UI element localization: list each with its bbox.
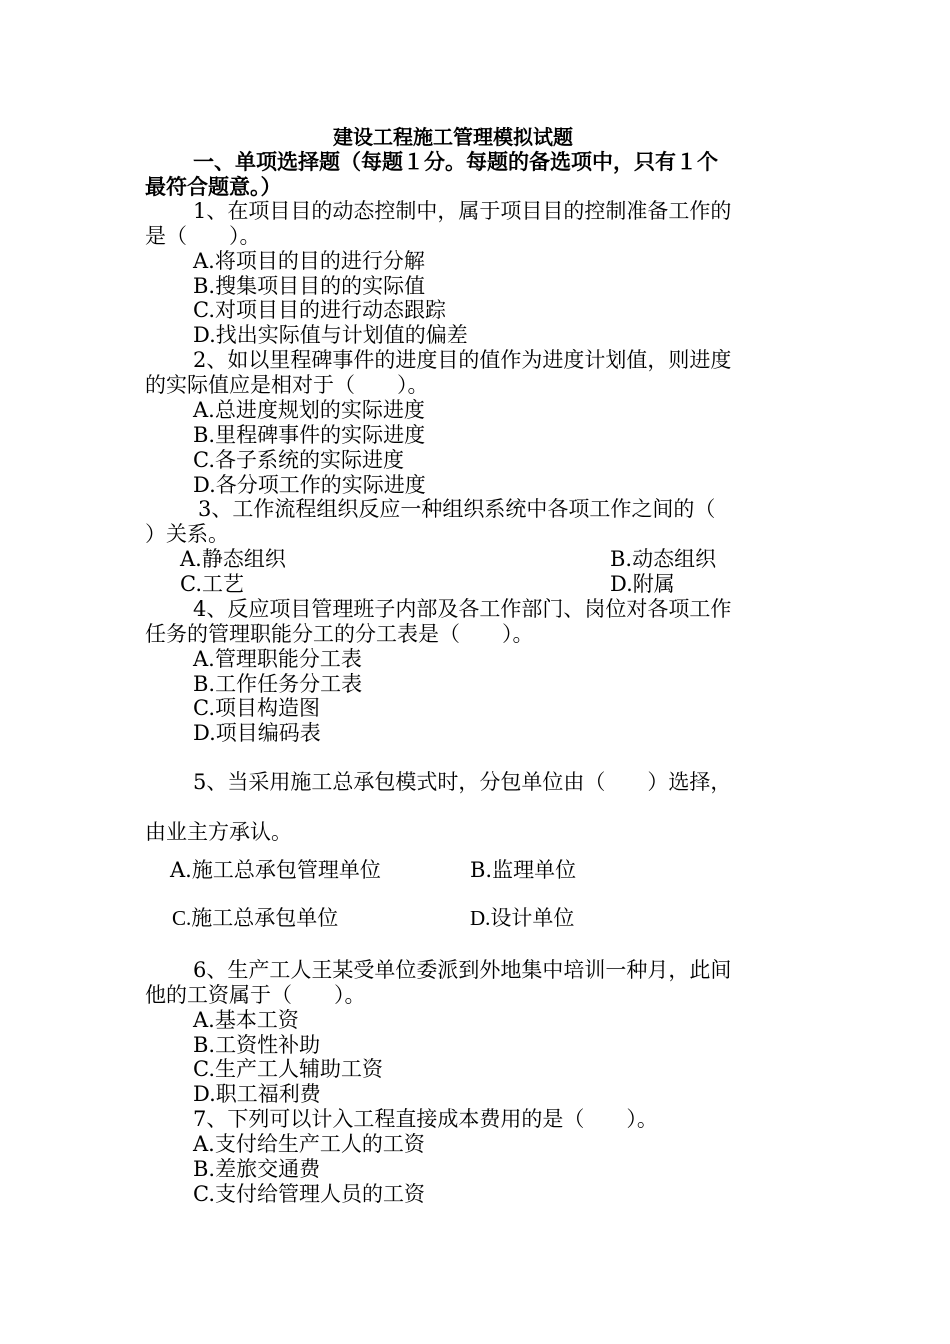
question-5-stem-cont: 由业主方承认。: [145, 820, 292, 844]
question-1-stem: 1、在项目目的动态控制中，属于项目目的控制准备工作的: [193, 199, 732, 223]
section-heading-line1: 一、单项选择题（每题１分。每题的备选项中，只有１个: [193, 150, 718, 174]
question-4-option-b: B.工作任务分工表: [193, 672, 363, 696]
question-5-option-c: C.施工总承包单位: [172, 906, 339, 930]
question-7-stem: 7、下列可以计入工程直接成本费用的是（ ）。: [193, 1107, 658, 1131]
question-5-option-d: D.设计单位: [470, 906, 575, 930]
question-4-stem: 4、反应项目管理班子内部及各工作部门、岗位对各项工作: [193, 597, 732, 621]
question-1-option-b: B.搜集项目目的的实际值: [193, 274, 426, 298]
question-2-stem-cont: 的实际值应是相对于（ ）。: [145, 373, 429, 397]
question-5-option-a: A.施工总承包管理单位: [170, 858, 381, 882]
question-6-option-c: C.生产工人辅助工资: [193, 1057, 383, 1081]
question-1-stem-cont: 是（ ）。: [145, 224, 261, 248]
question-7-option-c: C.支付给管理人员的工资: [193, 1182, 425, 1206]
question-3-option-c: C.工艺: [180, 572, 244, 596]
section-heading-line2: 最符合题意。）: [145, 175, 282, 199]
question-4-stem-cont: 任务的管理职能分工的分工表是（ ）。: [145, 622, 534, 646]
question-1-option-a: A.将项目的目的进行分解: [193, 249, 425, 273]
question-7-option-a: A.支付给生产工人的工资: [193, 1132, 425, 1156]
question-2-option-a: A.总进度规划的实际进度: [193, 398, 425, 422]
question-6-option-d: D.职工福利费: [193, 1082, 321, 1106]
question-6-option-b: B.工资性补助: [193, 1033, 321, 1057]
question-5-option-b: B.监理单位: [470, 858, 577, 882]
question-2-option-c: C.各子系统的实际进度: [193, 448, 404, 472]
question-5-stem: 5、当采用施工总承包模式时，分包单位由（ ）选择，: [193, 770, 732, 794]
question-2-stem: 2、如以里程碑事件的进度目的值作为进度计划值，则进度: [193, 348, 732, 372]
question-2-option-d: D.各分项工作的实际进度: [193, 473, 426, 497]
question-3-stem: 3、工作流程组织反应一种组织系统中各项工作之间的（: [198, 497, 716, 521]
question-4-option-a: A.管理职能分工表: [193, 647, 362, 671]
question-3-option-b: B.动态组织: [610, 547, 717, 571]
question-3-option-a: A.静态组织: [180, 547, 286, 571]
question-1-option-c: C.对项目目的进行动态跟踪: [193, 298, 446, 322]
page-title: 建设工程施工管理模拟试题: [333, 125, 573, 149]
question-3-stem-cont: ）关系。: [145, 522, 229, 546]
question-6-stem-cont: 他的工资属于（ ）。: [145, 983, 366, 1007]
question-4-option-c: C.项目构造图: [193, 696, 320, 720]
question-6-stem: 6、生产工人王某受单位委派到外地集中培训一种月，此间: [193, 958, 732, 982]
question-1-option-d: D.找出实际值与计划值的偏差: [193, 323, 468, 347]
question-6-option-a: A.基本工资: [193, 1008, 299, 1032]
question-4-option-d: D.项目编码表: [193, 721, 321, 745]
question-3-option-d: D.附属: [610, 572, 675, 596]
question-7-option-b: B.差旅交通费: [193, 1157, 321, 1181]
question-2-option-b: B.里程碑事件的实际进度: [193, 423, 426, 447]
